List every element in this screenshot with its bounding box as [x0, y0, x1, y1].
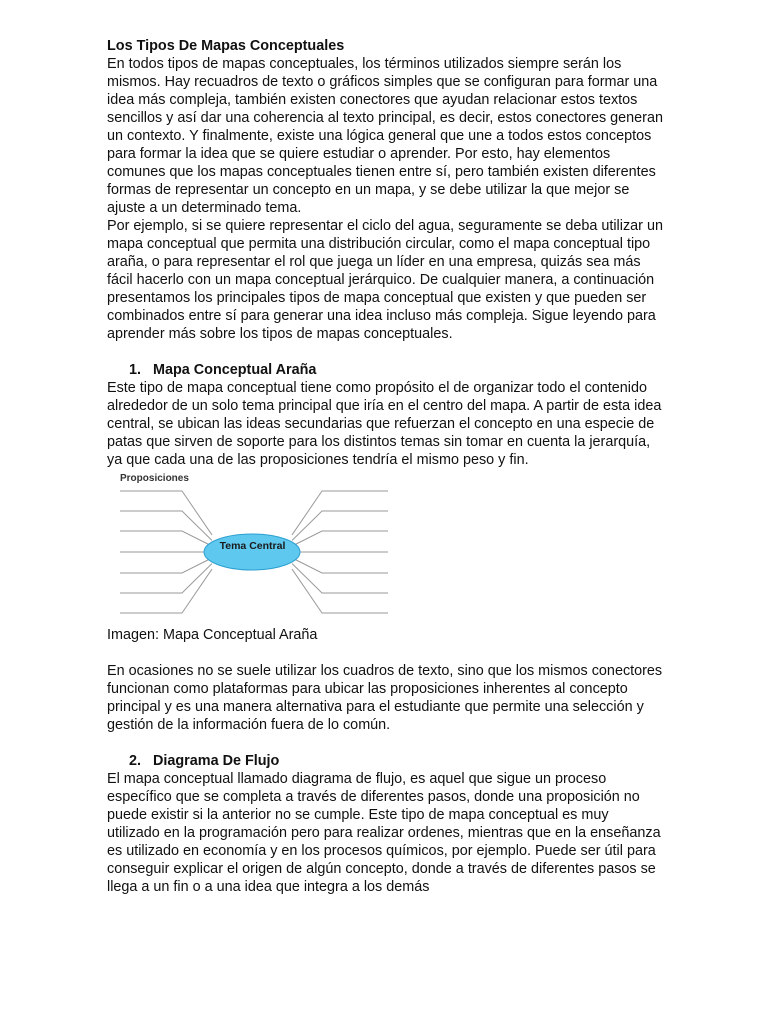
connector-leg	[292, 491, 388, 535]
figure-caption: Imagen: Mapa Conceptual Araña	[107, 627, 318, 643]
document-page	[107, 37, 663, 896]
connector-leg	[120, 558, 212, 573]
spider-map-figure	[112, 473, 392, 623]
section-1-title: Mapa Conceptual Araña	[153, 362, 317, 378]
section-2-number: 2.	[129, 753, 142, 769]
spacer	[107, 343, 663, 361]
connector-leg	[120, 491, 212, 535]
propositions-label: Proposiciones	[120, 473, 189, 484]
connector-leg	[120, 569, 212, 613]
connector-leg	[292, 558, 388, 573]
section-1-body: Este tipo de mapa conceptual tiene como propósito el de organizar todo el contenido alrededor de un solo tema principal que iría en el centro del mapa. A partir de esta idea central, se ubican las ideas secundarias que refuerzan el concepto en una especie de patas que sirven de soporte para los distintos temas sin tomar en cuenta la jerarquía, ya que cada una de las proposiciones tendría el mismo peso y fin.	[107, 380, 662, 468]
spacer	[107, 734, 663, 752]
section-2-body: El mapa conceptual llamado diagrama de flujo, es aquel que sigue un proceso específico que se completa a través de diferentes pasos, donde una proposición no puede existir si la anterior no se cumple. Este tipo de mapa conceptual es muy utilizado en la programación pero para realizar ordenes, mientras que en la enseñanza es utilizado en economía y en los procesos químicos, por ejemplo. Puede ser útil para conseguir explicar el origen de algún concepto, donde a través de diferentes pasos se llega a un fin o a una idea que integra a los demás	[107, 771, 661, 895]
connector-leg	[292, 511, 388, 541]
section-1-heading	[129, 361, 663, 379]
spacer	[107, 644, 663, 662]
connector-leg	[292, 569, 388, 613]
connector-leg	[292, 531, 388, 546]
section-1-body-2: En ocasiones no se suele utilizar los cuadros de texto, sino que los mismos conectores funcionan como plataformas para ubicar las proposiciones inherentes al concepto principal y es una manera alternativa para el estudiante que permite una selección y gestión de la información fuera de lo común.	[107, 663, 663, 733]
intro-paragraph-2: Por ejemplo, si se quiere representar el ciclo del agua, seguramente se deba utilizar un mapa conceptual que permita una distribución circular, como el mapa conceptual tipo araña, o para representar el rol que juega un líder en una empresa, quizás sea más fácil hacerlo con un mapa conceptual jerárquico. De cualquier manera, a continuación presentamos los principales tipos de mapa conceptual que existen y que pueden ser combinados entre sí para generar una idea incluso más compleja. Sigue leyendo para aprender más sobre los tipos de mapas conceptuales.	[107, 218, 663, 342]
section-2-title: Diagrama De Flujo	[153, 753, 280, 769]
central-topic-label: Tema Central	[219, 540, 286, 552]
section-2-heading	[129, 752, 663, 770]
section-1-number: 1.	[129, 362, 142, 378]
connector-leg	[292, 563, 388, 593]
intro-paragraph-1: En todos tipos de mapas conceptuales, los términos utilizados siempre serán los mismos. Hay recuadros de texto o gráficos simples que se configuran para formar una idea más compleja, también existen conectores que ayudan relacionar estos textos sencillos y así dar una coherencia al texto principal, es decir, estos conectores generan un contexto. Y finalmente, existe una lógica general que une a todos estos conceptos para formar la idea que se quiere estudiar o aprender. Por esto, hay elementos comunes que los mapas conceptuales tienen entre sí, pero también existen diferentes formas de representar un concepto en un mapa, y se debe utilizar la que mejor se ajuste a un determinado tema.	[107, 56, 663, 216]
connector-leg	[120, 531, 212, 546]
document-title: Los Tipos De Mapas Conceptuales	[107, 38, 345, 54]
